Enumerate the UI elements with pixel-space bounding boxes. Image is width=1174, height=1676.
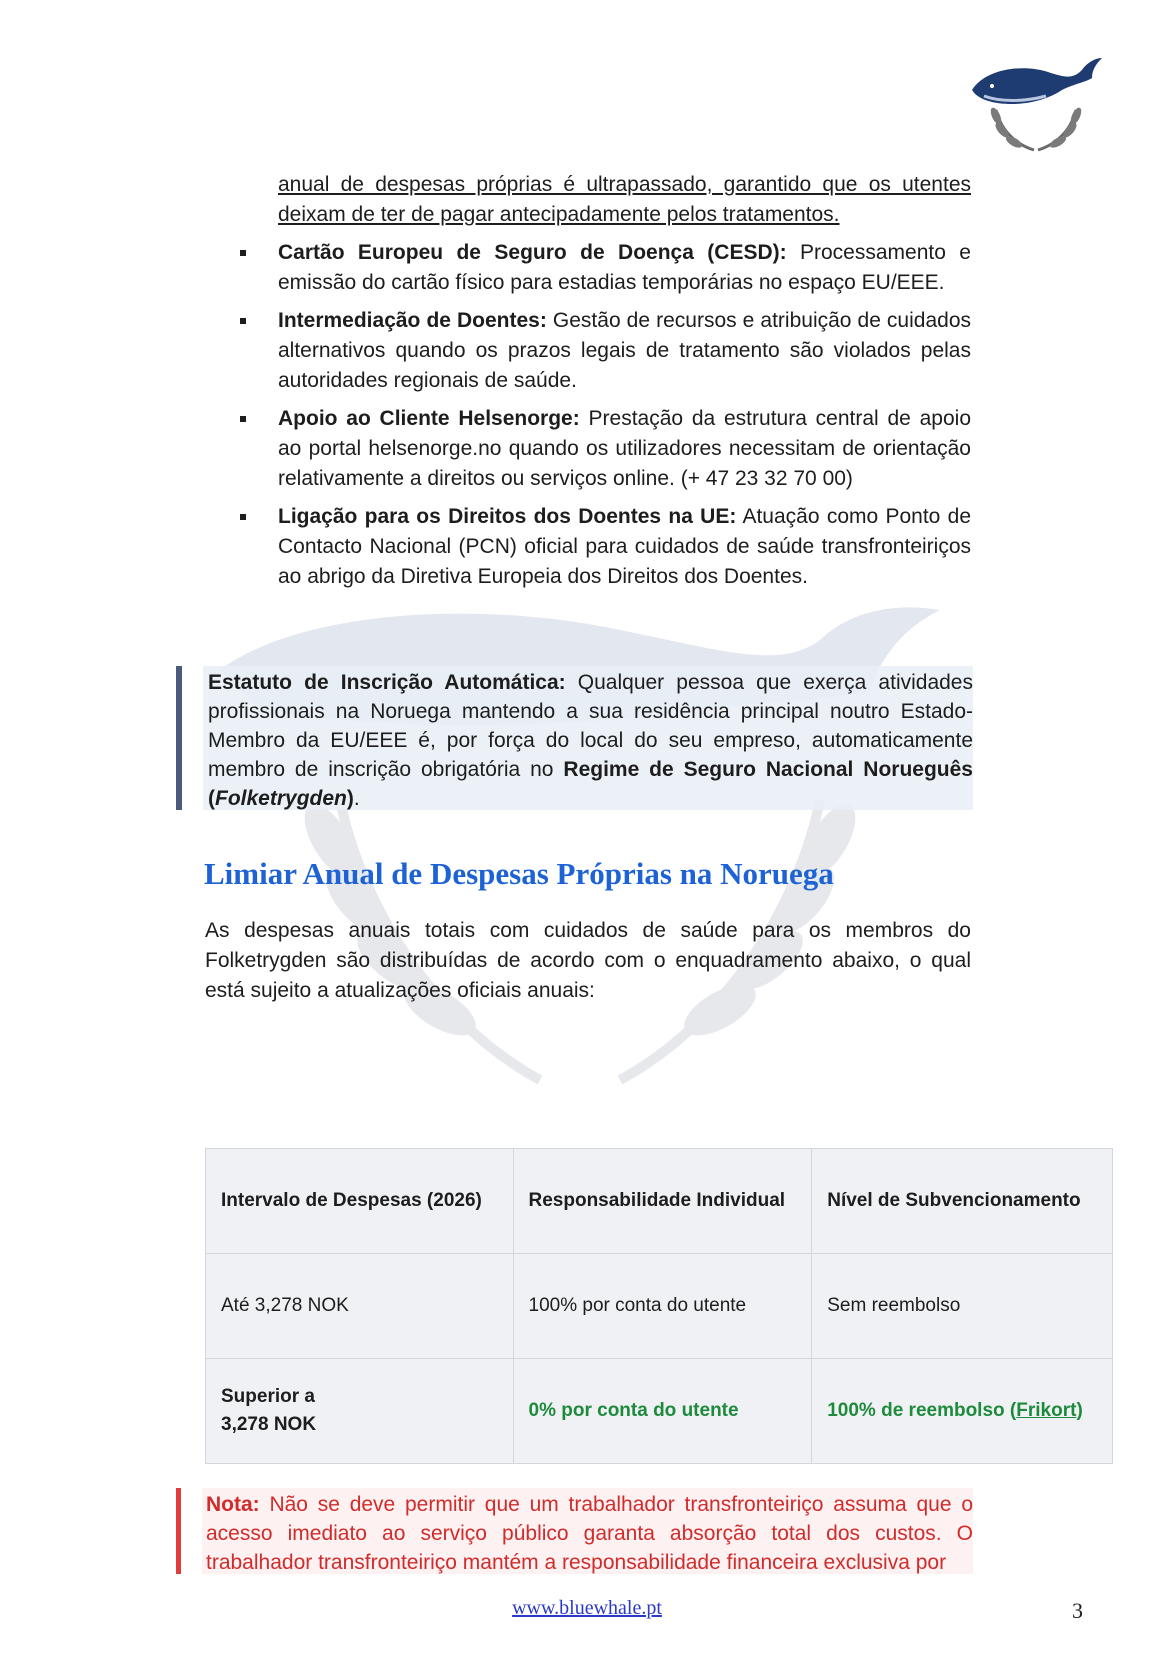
bullet-title: Apoio ao Cliente Helsenorge: [278, 407, 580, 430]
cell-paren-open: ( [1009, 1400, 1017, 1421]
frikort-link[interactable]: Frikort [1016, 1400, 1077, 1421]
bullet-text: Gestão de recursos e atribuição de cuidados alternativos quando os prazos legais de tratamento são violados pelas autoridades regionais de saúde. [278, 309, 971, 392]
bullet-text: Prestação da estrutura central de apoio ao portal helsenorge.no quando os utilizadores necessitam de orientação relativamente a direitos ou serviços online. (+ 47 23 32 70 00) [278, 407, 972, 490]
bullet-text: Processamento e emissão do cartão físico para estadias temporárias no espaço EU/EEE. [278, 241, 971, 294]
callout-body: Qualquer pessoa que exerça atividades profissionais na Noruega mantendo a sua residência principal noutro Estado-Membro da EU/EEE é, por força do local do seu empreso, automaticamente membro de inscrição obrigatória no [208, 671, 973, 781]
website-link[interactable]: www.bluewhale.pt [512, 1597, 662, 1619]
table-cell: Até 3,278 NOK [206, 1254, 514, 1359]
enrollment-callout [176, 666, 973, 810]
list-item [240, 306, 971, 396]
bullet-title: Ligação para os Direitos dos Doentes na UE: [278, 505, 737, 528]
note-callout [176, 1488, 973, 1574]
cell-paren-close: ) [1076, 1400, 1083, 1421]
callout-accent-bar [176, 666, 182, 810]
page-number: 3 [1072, 1598, 1083, 1623]
square-bullet-icon [240, 416, 246, 422]
callout-text [208, 668, 973, 813]
callout-italic-term: Folketrygden [215, 787, 347, 810]
cell-line: 3,278 NOK [221, 1414, 317, 1435]
list-item [240, 238, 971, 298]
square-bullet-icon [240, 318, 246, 324]
callout-bold-term: Regime de Seguro Nacional Norueguês [563, 758, 973, 781]
table-cell [206, 1359, 514, 1464]
bullet-title: Cartão Europeu de Seguro de Doença (CESD): [278, 241, 787, 264]
bluewhale-logo-icon [966, 50, 1106, 158]
callout-title: Estatuto de Inscrição Automática: [208, 671, 566, 694]
note-accent-bar [176, 1488, 181, 1574]
bullet-text: Atuação como Ponto de Contacto Nacional (PCN) oficial para cuidados de saúde transfronteiriços ao abrigo da Diretiva Europeia dos Direitos dos Doentes. [278, 505, 971, 588]
callout-paren-close: ) [346, 787, 354, 810]
callout-end: . [353, 787, 360, 810]
services-list [240, 238, 971, 600]
table-header-cell: Intervalo de Despesas (2026) [206, 1149, 514, 1254]
table-row [206, 1359, 1113, 1464]
intro-continuation [278, 170, 971, 230]
table-cell: 0% por conta do utente [513, 1359, 812, 1464]
note-body: Não se deve permitir que um trabalhador transfronteiriço assuma que o acesso imediato ao serviço público garanta absorção total dos custos. O trabalhador transfronteiriço mantém a responsabilidade financeira exclusiva por [206, 1493, 973, 1574]
table-cell [812, 1359, 1113, 1464]
note-label: Nota: [206, 1493, 260, 1516]
table-row [206, 1254, 1113, 1359]
note-text [206, 1490, 973, 1577]
section-title: Limiar Anual de Despesas Próprias na Noruega [204, 856, 834, 891]
cell-line: Superior a [221, 1386, 315, 1407]
bullet-title: Intermediação de Doentes: [278, 309, 547, 332]
intro-continuation-text: anual de despesas próprias é ultrapassado, garantido que os utentes deixam de ter de pagar antecipadamente pelos tratamentos. [278, 173, 971, 226]
list-item [240, 404, 971, 494]
square-bullet-icon [240, 514, 246, 520]
section-intro: As despesas anuais totais com cuidados de saúde para os membros do Folketrygden são distribuídas de acordo com o enquadramento abaixo, o qual está sujeito a atualizações oficiais anuais: [205, 919, 971, 1002]
table-cell: Sem reembolso [812, 1254, 1113, 1359]
table-header-row [206, 1149, 1113, 1254]
square-bullet-icon [240, 250, 246, 256]
table-header-cell: Nível de Subvencionamento [812, 1149, 1113, 1254]
list-item [240, 502, 971, 592]
threshold-table [205, 1148, 1113, 1464]
table-cell: 100% por conta do utente [513, 1254, 812, 1359]
cell-text: 100% de reembolso [827, 1400, 1010, 1421]
table-header-cell: Responsabilidade Individual [513, 1149, 812, 1254]
footer [0, 1597, 1174, 1620]
callout-paren-open: ( [208, 787, 215, 810]
